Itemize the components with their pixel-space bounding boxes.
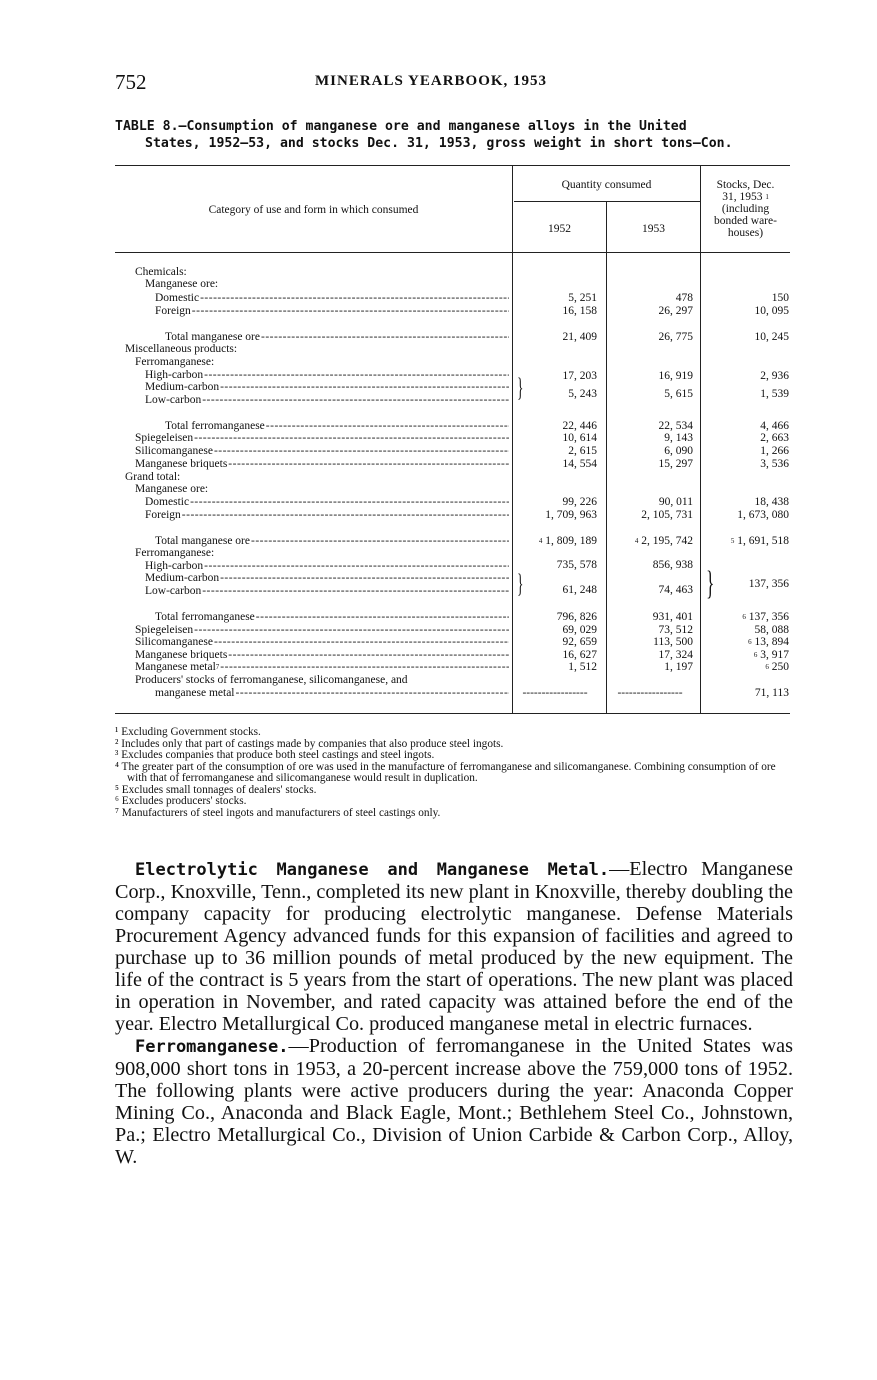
- footnote-ref: 4: [538, 537, 543, 545]
- row-label-text: Grand total:: [125, 472, 181, 483]
- value-cell-stocks: $^6$ 137, 356: [742, 611, 789, 623]
- header-bottom-rule: [115, 252, 790, 253]
- row-label-text: Miscellaneous products:: [125, 344, 238, 355]
- row-label: [135, 446, 509, 457]
- value-cell-1952: 16, 158: [562, 305, 597, 317]
- value-cell-1952: 16, 627: [562, 649, 597, 661]
- value-cell-1952: 1, 709, 963: [545, 509, 597, 521]
- footnote-ref: 6: [748, 638, 752, 646]
- value-cell-1953: 17, 324: [658, 649, 693, 661]
- row-label-text: Low-carbon: [145, 586, 202, 597]
- value-cell-stocks: 58, 088: [754, 624, 789, 636]
- table-bottom-rule: [115, 713, 790, 714]
- row-label-text: Low-carbon: [145, 395, 202, 406]
- running-title: MINERALS YEARBOOK, 1953: [315, 73, 548, 89]
- dot-leader: [200, 293, 509, 304]
- dot-leader: [228, 459, 509, 470]
- value-cell-1953: 90, 011: [658, 496, 693, 508]
- row-label-text: Chemicals:: [135, 267, 187, 278]
- row-label: [145, 382, 509, 393]
- value-cell-1952: 2, 615: [568, 445, 597, 457]
- value-cell-1952: 5, 251: [568, 292, 597, 304]
- header-stocks: [701, 179, 790, 239]
- table-caption: [115, 118, 793, 152]
- row-label: [145, 497, 509, 508]
- header-stocks-line-4: bonded ware-: [714, 215, 777, 227]
- row-label-text: manganese metal: [155, 688, 235, 699]
- value-cell-stocks: 1, 673, 080: [737, 509, 789, 521]
- header-year-1953: 1953: [642, 223, 665, 235]
- row-label: [155, 293, 509, 304]
- value-cell-1952: 14, 554: [562, 458, 597, 470]
- header-stocks-line-3: (including: [721, 203, 770, 215]
- header-sub-rule: [514, 201, 700, 202]
- value-cell-stocks: 150: [771, 292, 789, 304]
- value-cell-1952: 735, 578: [556, 559, 597, 571]
- row-label: [125, 472, 509, 483]
- value-cell-stocks: $^5$ 1, 691, 518: [730, 535, 789, 547]
- value-cell-1953: 74, 463: [658, 584, 693, 596]
- row-label-text: Foreign: [145, 510, 181, 521]
- row-label: [155, 536, 509, 547]
- dot-leader: [214, 637, 509, 648]
- dot-leader: [202, 586, 509, 597]
- dot-leader: [220, 573, 509, 584]
- row-label: [145, 561, 509, 572]
- footnote-ref: 7: [215, 663, 220, 671]
- row-label-text: Ferromanganese:: [135, 548, 215, 559]
- value-cell-stocks: 1, 539: [760, 388, 789, 400]
- row-label-text: Manganese metal: [135, 662, 216, 673]
- value-cell-1953: 856, 938: [652, 559, 693, 571]
- row-label: [135, 650, 509, 661]
- value-cell-1953: 6, 090: [664, 445, 693, 457]
- value-cell-stocks: 71, 113: [754, 687, 789, 699]
- value-cell-stocks: 1, 266: [760, 445, 789, 457]
- row-label: [135, 548, 509, 559]
- brace-grand-ferromanganese-left: }: [517, 569, 524, 598]
- footnote-ref: 4: [634, 537, 639, 545]
- dot-leader: [182, 510, 509, 521]
- row-label-text: Ferromanganese:: [135, 357, 215, 368]
- footnote-ref: 1: [765, 193, 769, 201]
- page-number: 752: [115, 70, 147, 94]
- footnote: ⁷ Manufacturers of steel ingots and manufacturers of steel castings only.: [115, 806, 441, 819]
- value-cell-1952: 1, 512: [568, 661, 597, 673]
- row-label: [125, 344, 509, 355]
- value-cell-1953: 26, 297: [658, 305, 693, 317]
- row-label-text: Domestic: [155, 293, 200, 304]
- dot-leader: [256, 612, 509, 623]
- footnote-ref: 6: [765, 663, 769, 671]
- row-label: [135, 433, 509, 444]
- row-label: [145, 586, 509, 597]
- footnote: ⁴ The greater part of the consumption of ore was used in the manufacture of ferromanganese and silicomanganese. Combining consumption of ore with that of ferromanganese and silicomanganese would result in duplication.: [115, 760, 776, 784]
- row-label: [155, 688, 509, 699]
- value-cell-stocks: 3, 536: [760, 458, 789, 470]
- row-label-text: Total manganese ore: [155, 536, 250, 547]
- value-cell-1953: 26, 775: [658, 331, 693, 343]
- row-label: [135, 267, 509, 278]
- row-label-text: Spiegeleisen: [135, 625, 194, 636]
- dot-leader: [204, 561, 509, 572]
- footnote: ⁵ Excludes small tonnages of dealers' stocks.: [115, 783, 317, 796]
- value-cell-1953: 5, 615: [664, 388, 693, 400]
- value-cell-1953: -----------------: [617, 687, 683, 699]
- dot-leader: [194, 625, 509, 636]
- value-cell-1952: 17, 203: [562, 370, 597, 382]
- row-label-text: Foreign: [155, 306, 191, 317]
- value-cell-1953: 73, 512: [658, 624, 693, 636]
- row-label-text: Manganese briquets: [135, 650, 228, 661]
- value-cell-1952: 69, 029: [562, 624, 597, 636]
- row-label-text: Total ferromanganese: [155, 612, 255, 623]
- header-stocks-line-5: houses): [727, 227, 764, 239]
- value-cell-1953: 15, 297: [658, 458, 693, 470]
- value-cell-stocks: 137, 356: [748, 578, 789, 590]
- header-quantity-consumed: Quantity consumed: [561, 179, 652, 191]
- footnotes: [115, 727, 793, 819]
- row-label-text: Silicomanganese: [135, 637, 213, 648]
- value-cell-1952: 5, 243: [568, 388, 597, 400]
- row-label-text: Silicomanganese: [135, 446, 213, 457]
- value-cell-stocks: 10, 095: [754, 305, 789, 317]
- row-label-text: Manganese briquets: [135, 459, 228, 470]
- value-cell-1953: 9, 143: [664, 432, 693, 444]
- paragraph-heading: Ferromanganese.: [135, 1037, 289, 1057]
- row-label: [135, 662, 509, 673]
- row-label: [135, 625, 509, 636]
- row-label: [165, 421, 509, 432]
- body-text: [115, 858, 793, 1168]
- row-label-text: High-carbon: [145, 561, 204, 572]
- dot-leader: [266, 421, 509, 432]
- row-label-text: Manganese ore:: [135, 484, 209, 495]
- footnote: ¹ Excluding Government stocks.: [115, 726, 261, 738]
- footnote: ⁶ Excludes producers' stocks.: [115, 795, 247, 807]
- row-label-text: Medium-carbon: [145, 573, 220, 584]
- row-label-text: High-carbon: [145, 370, 204, 381]
- row-label: [135, 637, 509, 648]
- row-label-text: Spiegeleisen: [135, 433, 194, 444]
- brace-grand-ferromanganese-right: }: [706, 565, 715, 602]
- dot-leader: [220, 382, 509, 393]
- dot-leader: [220, 662, 509, 673]
- row-label: [145, 370, 509, 381]
- dot-leader: [251, 536, 509, 547]
- value-cell-1952: $^4$ 1, 809, 189: [538, 535, 597, 547]
- header-year-1952: 1952: [548, 223, 571, 235]
- row-label-text: Total ferromanganese: [165, 421, 265, 432]
- value-cell-1952: 99, 226: [562, 496, 597, 508]
- value-cell-1953: 16, 919: [658, 370, 693, 382]
- value-cell-1953: 22, 534: [658, 420, 693, 432]
- dot-leader: [194, 433, 509, 444]
- row-label: [135, 675, 509, 686]
- table-top-rule: [115, 165, 790, 166]
- value-cell-1953: 2, 105, 731: [641, 509, 693, 521]
- header-stocks-date: 31, 1953: [722, 191, 763, 203]
- value-cell-1952: -----------------: [522, 687, 588, 699]
- row-label: [145, 510, 509, 521]
- row-label: [145, 573, 509, 584]
- value-cell-1952: 61, 248: [562, 584, 597, 596]
- row-label: [165, 332, 509, 343]
- row-label: [135, 484, 509, 495]
- value-cell-1952: 92, 659: [562, 636, 597, 648]
- brace-misc-ferromanganese: }: [517, 373, 524, 402]
- body-paragraph: Electrolytic Manganese and Manganese Metal.—Electro Manganese Corp., Knoxville, Tenn., completed its new plant in Knoxville, thereby doubling the company capacity for producing electrolytic manganese. Defense Materials Procurement Agency advanced funds for this expansion of facilities and agreed to purchase up to 36 million pounds of metal produced by the new equipment. The life of the contract is 5 years from the start of operations. The new plant was placed in operation in November, and rated capacity was attained before the end of the year. Electro Metallurgical Co. produced manganese metal in electric furnaces.: [115, 858, 793, 1035]
- value-cell-stocks: $^6$ 3, 917: [753, 649, 789, 661]
- value-cell-stocks: $^6$ 13, 894: [748, 636, 789, 648]
- header-stocks-line-1: Stocks, Dec.: [716, 179, 775, 191]
- value-cell-1953: 1, 197: [664, 661, 693, 673]
- row-label-text: Medium-carbon: [145, 382, 220, 393]
- footnote-ref: 6: [742, 613, 746, 621]
- value-cell-stocks: 4, 466: [760, 420, 789, 432]
- row-label: [135, 459, 509, 470]
- dot-leader: [202, 395, 509, 406]
- value-cell-1953: 931, 401: [652, 611, 693, 623]
- dot-leader: [261, 332, 509, 343]
- footnote: ³ Excludes companies that produce both steel castings and steel ingots.: [115, 749, 435, 761]
- header-stocks-line-2: [701, 191, 790, 203]
- footnote-ref: 6: [753, 651, 758, 659]
- value-cell-1953: 478: [675, 292, 693, 304]
- paragraph-heading: Electrolytic Manganese and Manganese Metal.: [135, 860, 610, 880]
- row-label: [145, 395, 509, 406]
- row-label: [155, 612, 509, 623]
- header-category: Category of use and form in which consumed: [208, 204, 419, 216]
- body-paragraph: Ferromanganese.—Production of ferromanganese in the United States was 908,000 short tons in 1953, a 20-percent increase above the 759,000 tons of 1952. The following plants were active producers during the year: Anaconda Copper Mining Co., Anaconda and Black Eagle, Mont.; Bethlehem Steel Co., Johnstown, Pa.; Electro Metallurgical Co., Division of Union Carbide & Carbon Corp., Alloy, W.: [115, 1035, 793, 1168]
- row-label: [155, 306, 509, 317]
- value-cell-1952: 22, 446: [562, 420, 597, 432]
- value-cell-1952: 21, 409: [562, 331, 597, 343]
- value-cell-1952: 10, 614: [562, 432, 597, 444]
- page-header: [115, 70, 795, 96]
- caption-line-1: TABLE 8.—Consumption of manganese ore and manganese alloys in the United: [115, 119, 687, 134]
- footnote: ² Includes only that part of castings made by companies that also produce steel ingots.: [115, 737, 504, 750]
- row-label: [135, 357, 509, 368]
- row-label-text: Total manganese ore: [165, 332, 260, 343]
- row-label-text: Producers' stocks of ferromanganese, silicomanganese, and: [135, 675, 408, 686]
- value-cell-stocks: 2, 936: [760, 370, 789, 382]
- value-cell-1953: 113, 500: [653, 636, 693, 648]
- dot-leader: [236, 688, 509, 699]
- dot-leader: [190, 497, 509, 508]
- row-label-text: Manganese ore:: [145, 279, 219, 290]
- value-cell-stocks: 2, 663: [760, 432, 789, 444]
- dot-leader: [214, 446, 509, 457]
- row-label-text: Domestic: [145, 497, 190, 508]
- value-cell-stocks: 18, 438: [754, 496, 789, 508]
- value-cell-1953: $^4$ 2, 195, 742: [634, 535, 693, 547]
- value-cell-1952: 796, 826: [556, 611, 597, 623]
- dot-leader: [192, 306, 509, 317]
- footnote-ref: 5: [730, 537, 735, 545]
- value-cell-stocks: 10, 245: [754, 331, 789, 343]
- dot-leader: [204, 370, 509, 381]
- row-label: [145, 279, 509, 290]
- consumption-table: [115, 163, 790, 715]
- dot-leader: [228, 650, 509, 661]
- value-cell-stocks: $^6$ 250: [765, 661, 789, 673]
- caption-line-2: States, 1952–53, and stocks Dec. 31, 1953, gross weight in short tons—Con.: [145, 136, 733, 151]
